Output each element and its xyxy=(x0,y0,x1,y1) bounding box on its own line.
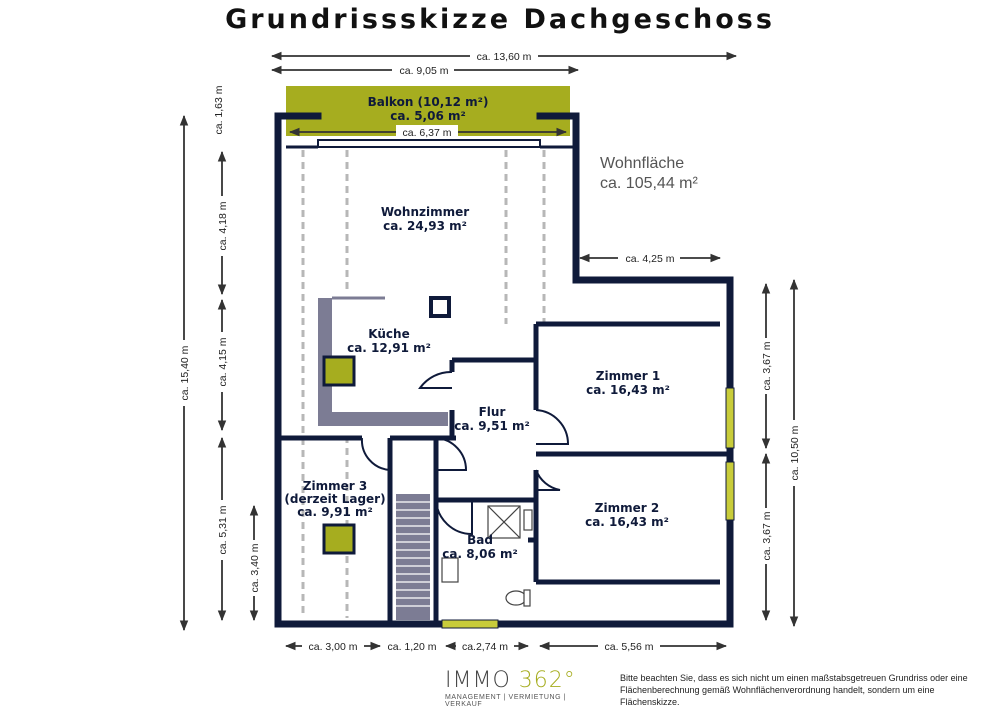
logo-number: 362° xyxy=(518,668,576,693)
sink xyxy=(442,558,458,582)
balkon-name: Balkon (10,12 m²) xyxy=(367,95,489,109)
dim-right-step: ca. 4,25 m xyxy=(625,253,675,265)
staircase xyxy=(396,494,430,620)
skylight-kueche xyxy=(324,357,354,385)
dim-bottom-4: ca. 5,56 m xyxy=(604,641,654,653)
kitchen-counter-bottom xyxy=(318,412,448,426)
zimmer1-name: Zimmer 1 xyxy=(595,369,661,383)
bad-name: Bad xyxy=(467,533,493,547)
chimney xyxy=(431,298,449,316)
balkon-area-label: ca. 5,06 m² xyxy=(390,109,466,123)
dim-bottom-3: ca.2,74 m xyxy=(461,641,509,653)
dim-left-4: ca. 5,31 m xyxy=(217,505,229,555)
disclaimer-text: Bitte beachten Sie, dass es sich nicht um einen maßstabsgetreuen Grundriss oder eine Flächenberechnung gemäß Wohnflächenverordnung handelt, sondern um eine Flächenskizze. xyxy=(620,673,968,707)
page-title: Grundrissskizze Dachgeschoss xyxy=(225,4,775,35)
zimmer3-subname: (derzeit Lager) xyxy=(284,492,386,506)
zimmer2-name: Zimmer 2 xyxy=(594,501,660,515)
logo-main-text: IMMO xyxy=(445,668,511,693)
dim-right-1: ca. 3,67 m xyxy=(761,341,773,391)
dim-bottom-2: ca. 1,20 m xyxy=(387,641,437,653)
balkon-door xyxy=(318,140,540,147)
dim-left-inner: ca. 3,40 m xyxy=(249,543,261,593)
logo-tagline: MANAGEMENT | VERMIETUNG | VERKAUF xyxy=(445,694,567,708)
dim-right-total: ca. 10,50 m xyxy=(789,425,801,481)
living-area xyxy=(600,154,698,194)
dim-top-total: ca. 13,60 m xyxy=(476,51,532,63)
dim-bottom-1: ca. 3,00 m xyxy=(308,641,358,653)
zimmer1-area: ca. 16,43 m² xyxy=(586,383,670,397)
wohnzimmer-name: Wohnzimmer xyxy=(380,205,470,219)
wohnzimmer-area: ca. 24,93 m² xyxy=(383,219,467,233)
zimmer3-area: ca. 9,91 m² xyxy=(297,505,373,519)
flur-area: ca. 9,51 m² xyxy=(454,419,530,433)
bad-area: ca. 8,06 m² xyxy=(442,547,518,561)
zimmer3-name: Zimmer 3 xyxy=(302,479,368,493)
dim-balkon-width: ca. 6,37 m xyxy=(402,127,452,139)
dim-left-1: ca. 1,63 m xyxy=(213,85,225,135)
dim-right-2: ca. 3,67 m xyxy=(761,511,773,561)
kueche-area: ca. 12,91 m² xyxy=(347,341,431,355)
living-area-label: Wohnfläche xyxy=(600,155,685,172)
toilet xyxy=(506,591,526,605)
company-logo xyxy=(445,668,595,708)
living-area-value: ca. 105,44 m² xyxy=(600,175,698,192)
dim-left-3: ca. 4,15 m xyxy=(217,337,229,387)
flur-name: Flur xyxy=(478,405,506,419)
dim-left-2: ca. 4,18 m xyxy=(217,201,229,251)
skylight-zimmer3 xyxy=(324,525,354,553)
dim-left-total: ca. 15,40 m xyxy=(179,345,191,401)
zimmer2-area: ca. 16,43 m² xyxy=(585,515,669,529)
kueche-name: Küche xyxy=(368,327,410,341)
dim-top-left: ca. 9,05 m xyxy=(399,65,449,77)
